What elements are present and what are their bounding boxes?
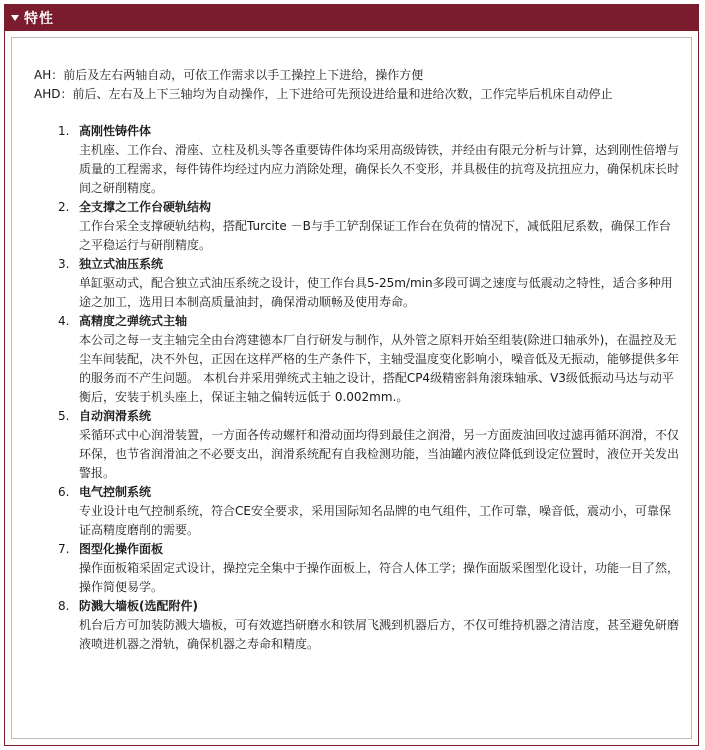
feature-item bbox=[34, 407, 691, 483]
feature-item bbox=[34, 483, 691, 540]
feature-description: 本公司之每一支主轴完全由台湾建德本厂自行研发与制作，从外管之原料开始至组装(除进口轴承外)，在温控及无尘车间装配，决不外包，正因在这样严格的生产条件下，主轴受温度变化影响小，噪音低及无振动，能够提供多年的服务而不产生问题。 本机台并采用弹统式主轴之设计，搭配CP4级精密斜角滚珠轴承、V3级低振动马达与动平衡后，安装于机头座上，保证主轴之偏转远低于 0.002mm.。 bbox=[79, 333, 680, 404]
feature-item bbox=[34, 122, 691, 198]
intro-text bbox=[34, 66, 691, 104]
feature-number: 4. bbox=[58, 314, 70, 328]
feature-number: 5. bbox=[58, 409, 70, 423]
content-box bbox=[11, 37, 692, 739]
feature-list bbox=[34, 122, 691, 654]
feature-title: 电气控制系统 bbox=[79, 485, 152, 499]
feature-number: 7. bbox=[58, 542, 70, 556]
feature-description: 采循环式中心润滑装置，一方面各传动螺杆和滑动面均得到最佳之润滑，另一方面废油回收过滤再循环润滑，不仅环保，也节省润滑油之不必要支出，润滑系统配有自我检测功能，当油罐内液位降低到设定位置时，液位开关发出警报。 bbox=[79, 428, 680, 480]
feature-number: 1. bbox=[58, 124, 70, 138]
feature-description: 单缸驱动式，配合独立式油压系统之设计，使工作台具5-25m/min多段可调之速度与低震动之特性，适合多种用途之加工，选用日本制高质量油封，确保滑动顺畅及使用寿命。 bbox=[79, 276, 673, 309]
feature-number: 2. bbox=[58, 200, 70, 214]
feature-item bbox=[34, 312, 691, 407]
feature-title: 高刚性铸件体 bbox=[79, 124, 152, 138]
feature-item bbox=[34, 198, 691, 255]
feature-description: 机台后方可加装防溅大墙板，可有效遮挡研磨水和铁屑飞溅到机器后方，不仅可维持机器之清洁度，甚至避免研磨液喷进机器之滑轨，确保机器之寿命和精度。 bbox=[79, 618, 680, 651]
feature-description: 专业设计电气控制系统，符合CE安全要求，采用国际知名品牌的电气组件，工作可靠，噪音低，震动小，可靠保证高精度磨削的需要。 bbox=[79, 504, 671, 537]
panel-title: 特性 bbox=[24, 11, 54, 27]
feature-description: 操作面板箱采固定式设计，操控完全集中于操作面板上，符合人体工学；操作面版采图型化设计，功能一目了然，操作简便易学。 bbox=[79, 561, 680, 594]
feature-number: 8. bbox=[58, 599, 70, 613]
feature-number: 3. bbox=[58, 257, 70, 271]
panel-header[interactable] bbox=[5, 5, 698, 31]
feature-item bbox=[34, 255, 691, 312]
feature-title: 防溅大墙板(选配附件) bbox=[79, 599, 198, 613]
feature-title: 自动润滑系统 bbox=[79, 409, 152, 423]
features-panel bbox=[4, 4, 699, 746]
feature-number: 6. bbox=[58, 485, 70, 499]
intro-line-ahd: AHD：前后、左右及上下三轴均为自动操作，上下进给可先预设进给量和进给次数，工作完毕后机床自动停止 bbox=[34, 87, 613, 101]
feature-item bbox=[34, 597, 691, 654]
triangle-down-icon[interactable] bbox=[11, 15, 19, 21]
feature-title: 全支撑之工作台硬轨结构 bbox=[79, 200, 212, 214]
feature-title: 高精度之弹统式主轴 bbox=[79, 314, 188, 328]
feature-title: 图型化操作面板 bbox=[79, 542, 164, 556]
intro-line-ah: AH：前后及左右两轴自动，可依工作需求以手工操控上下进给，操作方便 bbox=[34, 68, 424, 82]
feature-description: 工作台采全支撑硬轨结构，搭配Turcite －B与手工铲刮保证工作台在负荷的情况下，减低阻尼系数，确保工作台之平稳运行与研削精度。 bbox=[79, 219, 671, 252]
feature-description: 主机座、工作台、滑座、立柱及机头等各重要铸件体均采用高级铸铁，并经由有限元分析与计算，达到刚性倍增与质量的工程需求，每件铸件均经过内应力消除处理，确保长久不变形，并具极佳的抗弯及抗扭应力，确保机床长时间之研削精度。 bbox=[79, 143, 680, 195]
feature-title: 独立式油压系统 bbox=[79, 257, 164, 271]
feature-item bbox=[34, 540, 691, 597]
